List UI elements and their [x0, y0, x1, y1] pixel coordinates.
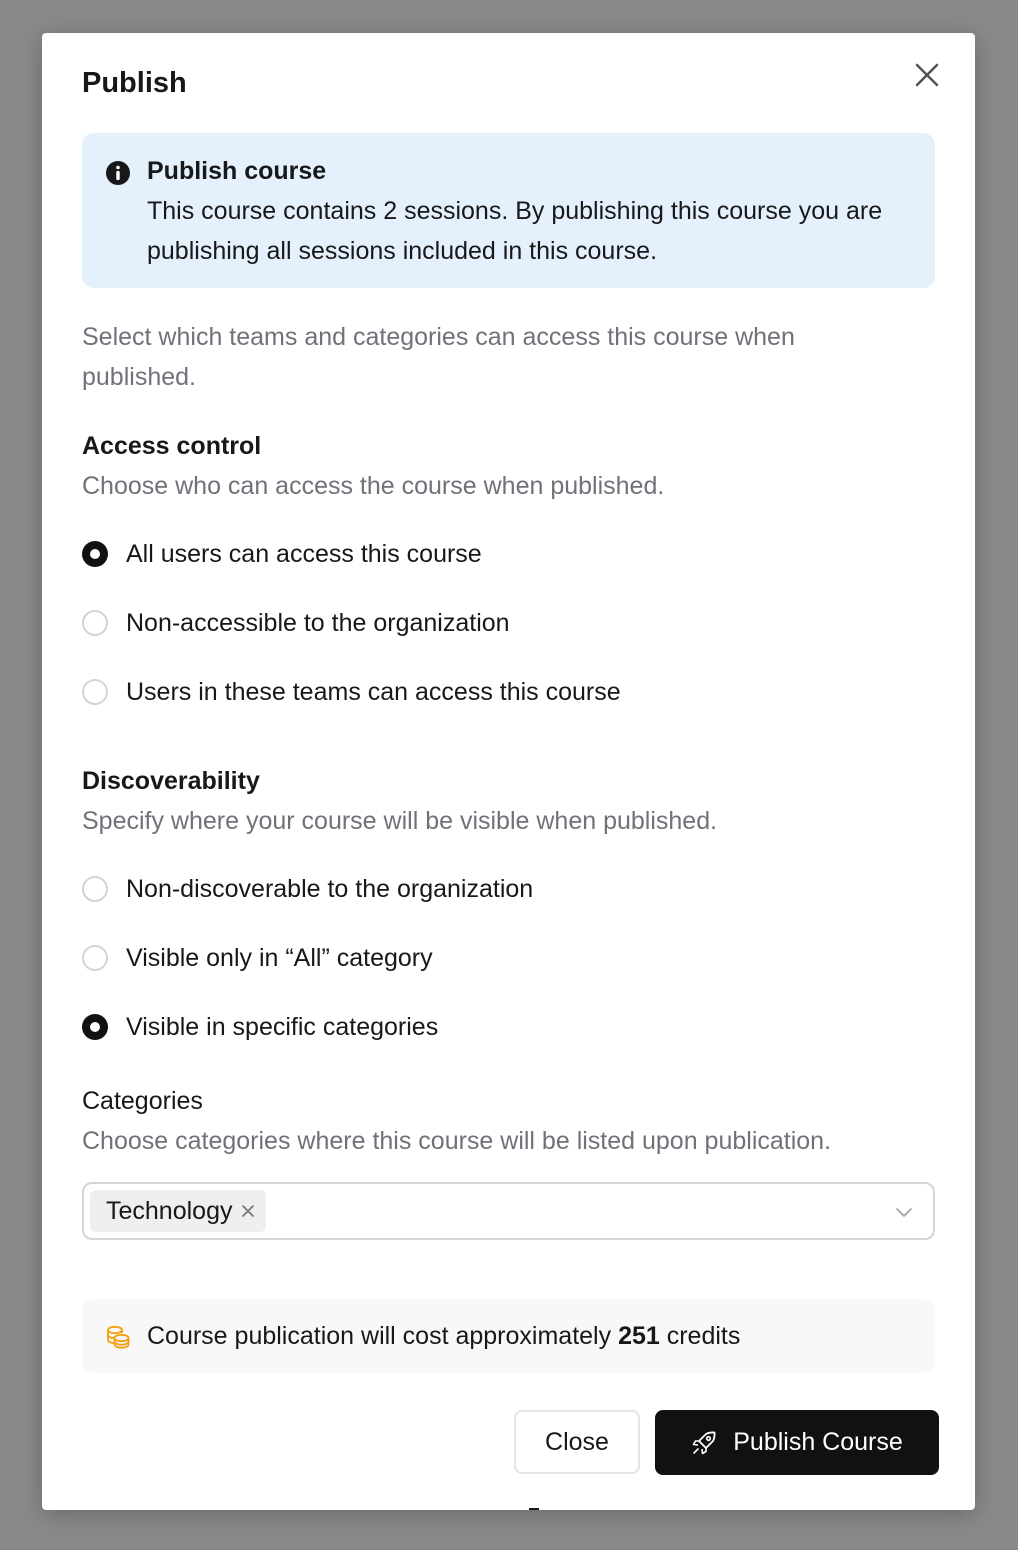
remove-chip-icon[interactable]	[240, 1203, 256, 1219]
rocket-icon	[691, 1430, 717, 1456]
info-title: Publish course	[147, 157, 327, 185]
chevron-down-icon[interactable]	[895, 1203, 913, 1221]
publish-course-button[interactable]	[655, 1410, 939, 1475]
cost-suffix: credits	[666, 1322, 741, 1350]
radio-discover-all-category[interactable]	[82, 942, 433, 974]
radio-button[interactable]	[82, 610, 108, 636]
radio-discover-specific-categories[interactable]	[82, 1011, 438, 1043]
cost-text	[147, 1320, 740, 1352]
radio-access-non-accessible[interactable]	[82, 607, 510, 639]
radio-button[interactable]	[82, 679, 108, 705]
divider-mark	[529, 1508, 539, 1510]
radio-label: Visible in specific categories	[126, 1013, 439, 1041]
radio-label: Users in these teams can access this course	[126, 678, 621, 706]
discoverability-title: Discoverability	[82, 767, 260, 795]
access-control-description: Choose who can access the course when published.	[82, 472, 665, 500]
radio-button[interactable]	[82, 945, 108, 971]
discoverability-description: Specify where your course will be visible when published.	[82, 807, 718, 835]
category-chip-label: Technology	[106, 1197, 233, 1225]
radio-access-all-users[interactable]	[82, 538, 482, 570]
close-button[interactable]: Close	[514, 1410, 640, 1474]
cost-amount: 251	[618, 1322, 660, 1350]
publish-modal	[42, 33, 975, 1510]
info-text: This course contains 2 sessions. By publishing this course you are publishing all sessions included in this course.	[147, 197, 883, 265]
info-icon	[105, 160, 131, 186]
modal-title: Publish	[82, 67, 187, 99]
radio-discover-non-discoverable[interactable]	[82, 873, 533, 905]
categories-description: Choose categories where this course will be listed upon publication.	[82, 1127, 832, 1155]
coins-icon	[105, 1324, 131, 1350]
radio-button-checked[interactable]	[82, 1014, 108, 1040]
access-control-title: Access control	[82, 432, 262, 460]
categories-select[interactable]	[82, 1182, 935, 1240]
cost-prefix: Course publication will cost approximately	[147, 1322, 612, 1350]
radio-button-checked[interactable]	[82, 541, 108, 567]
info-callout	[82, 133, 935, 288]
radio-access-teams[interactable]	[82, 676, 621, 708]
radio-label: Non-discoverable to the organization	[126, 875, 534, 903]
intro-text: Select which teams and categories can access this course when published.	[82, 323, 795, 391]
publish-course-label: Publish Course	[733, 1428, 903, 1456]
cost-callout	[82, 1299, 935, 1373]
categories-label: Categories	[82, 1087, 203, 1115]
radio-button[interactable]	[82, 876, 108, 902]
category-chip	[90, 1190, 266, 1232]
radio-label: Non-accessible to the organization	[126, 609, 510, 637]
close-icon[interactable]	[913, 61, 941, 89]
radio-label: Visible only in “All” category	[126, 944, 433, 972]
radio-label: All users can access this course	[126, 540, 482, 568]
